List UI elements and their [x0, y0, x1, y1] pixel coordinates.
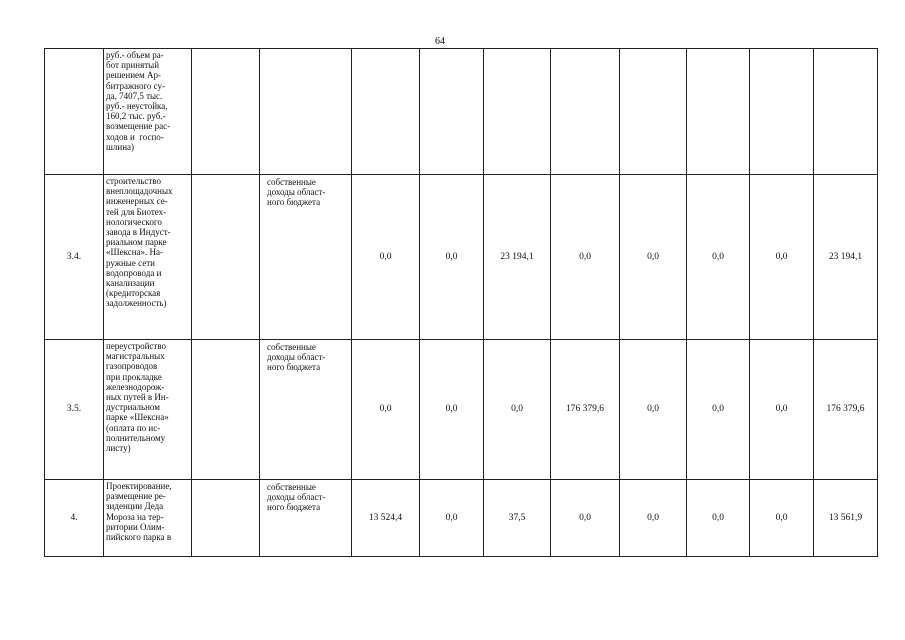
row-value: 0,0 [352, 340, 420, 480]
table-row [45, 175, 878, 340]
row-value: 0,0 [750, 480, 814, 557]
table-row [45, 340, 878, 480]
row-value [352, 49, 420, 175]
row-value: 0,0 [750, 175, 814, 340]
row-description: руб.- объем ра- бот принятый решением Ар- битражного су- да, 7407,5 тыс. руб.- неустойка, 160,2 тыс. руб.- возмещение рас- ходов и госпо- шлина) [104, 49, 192, 175]
row-total [814, 49, 878, 175]
row-value: 0,0 [687, 340, 750, 480]
row-index [45, 49, 104, 175]
row-value: 0,0 [687, 175, 750, 340]
row-value: 0,0 [352, 175, 420, 340]
page-number: 64 [435, 36, 445, 47]
row-index: 4. [45, 480, 104, 557]
row-value: 0,0 [420, 480, 484, 557]
budget-table [44, 48, 878, 557]
row-funding-source: собственные доходы област- ного бюджета [260, 480, 352, 557]
row-value: 0,0 [750, 340, 814, 480]
row-total: 176 379,6 [814, 340, 878, 480]
table-row [45, 480, 878, 557]
row-value: 176 379,6 [551, 340, 620, 480]
row-value: 23 194,1 [484, 175, 551, 340]
row-funding-source [260, 49, 352, 175]
row-description: переустройство магистральных газопроводов при прокладке железнодорож- ных путей в Ин- дустриальном парке «Шексна» (оплата по ис- полнительному листу) [104, 340, 192, 480]
row-value: 0,0 [551, 175, 620, 340]
row-value: 0,0 [484, 340, 551, 480]
row-value [750, 49, 814, 175]
row-value: 0,0 [687, 480, 750, 557]
row-description: строительство внеплощадочных инженерных се- тей для Биотех- нологического завода в Индуст- риальном парке «Шексна». На- ружные сети водопровода и канализации (кредиторская задолженность) [104, 175, 192, 340]
row-total: 23 194,1 [814, 175, 878, 340]
row-value [551, 49, 620, 175]
row-value: 0,0 [620, 480, 687, 557]
row-value: 0,0 [620, 340, 687, 480]
row-executor [192, 49, 260, 175]
row-index: 3.4. [45, 175, 104, 340]
row-value: 0,0 [551, 480, 620, 557]
row-index: 3.5. [45, 340, 104, 480]
row-description: Проектирование, размещение ре- зиденции Деда Мороза на тер- ритории Олим- пийского парка в [104, 480, 192, 557]
row-value: 0,0 [620, 175, 687, 340]
row-value: 0,0 [420, 175, 484, 340]
row-value [687, 49, 750, 175]
row-value: 13 524,4 [352, 480, 420, 557]
row-value [620, 49, 687, 175]
row-value: 0,0 [420, 340, 484, 480]
table-row [45, 49, 878, 175]
row-total: 13 561,9 [814, 480, 878, 557]
row-executor [192, 340, 260, 480]
row-value [420, 49, 484, 175]
row-executor [192, 175, 260, 340]
row-funding-source: собственные доходы област- ного бюджета [260, 340, 352, 480]
row-value: 37,5 [484, 480, 551, 557]
row-executor [192, 480, 260, 557]
row-funding-source: собственные доходы област- ного бюджета [260, 175, 352, 340]
row-value [484, 49, 551, 175]
